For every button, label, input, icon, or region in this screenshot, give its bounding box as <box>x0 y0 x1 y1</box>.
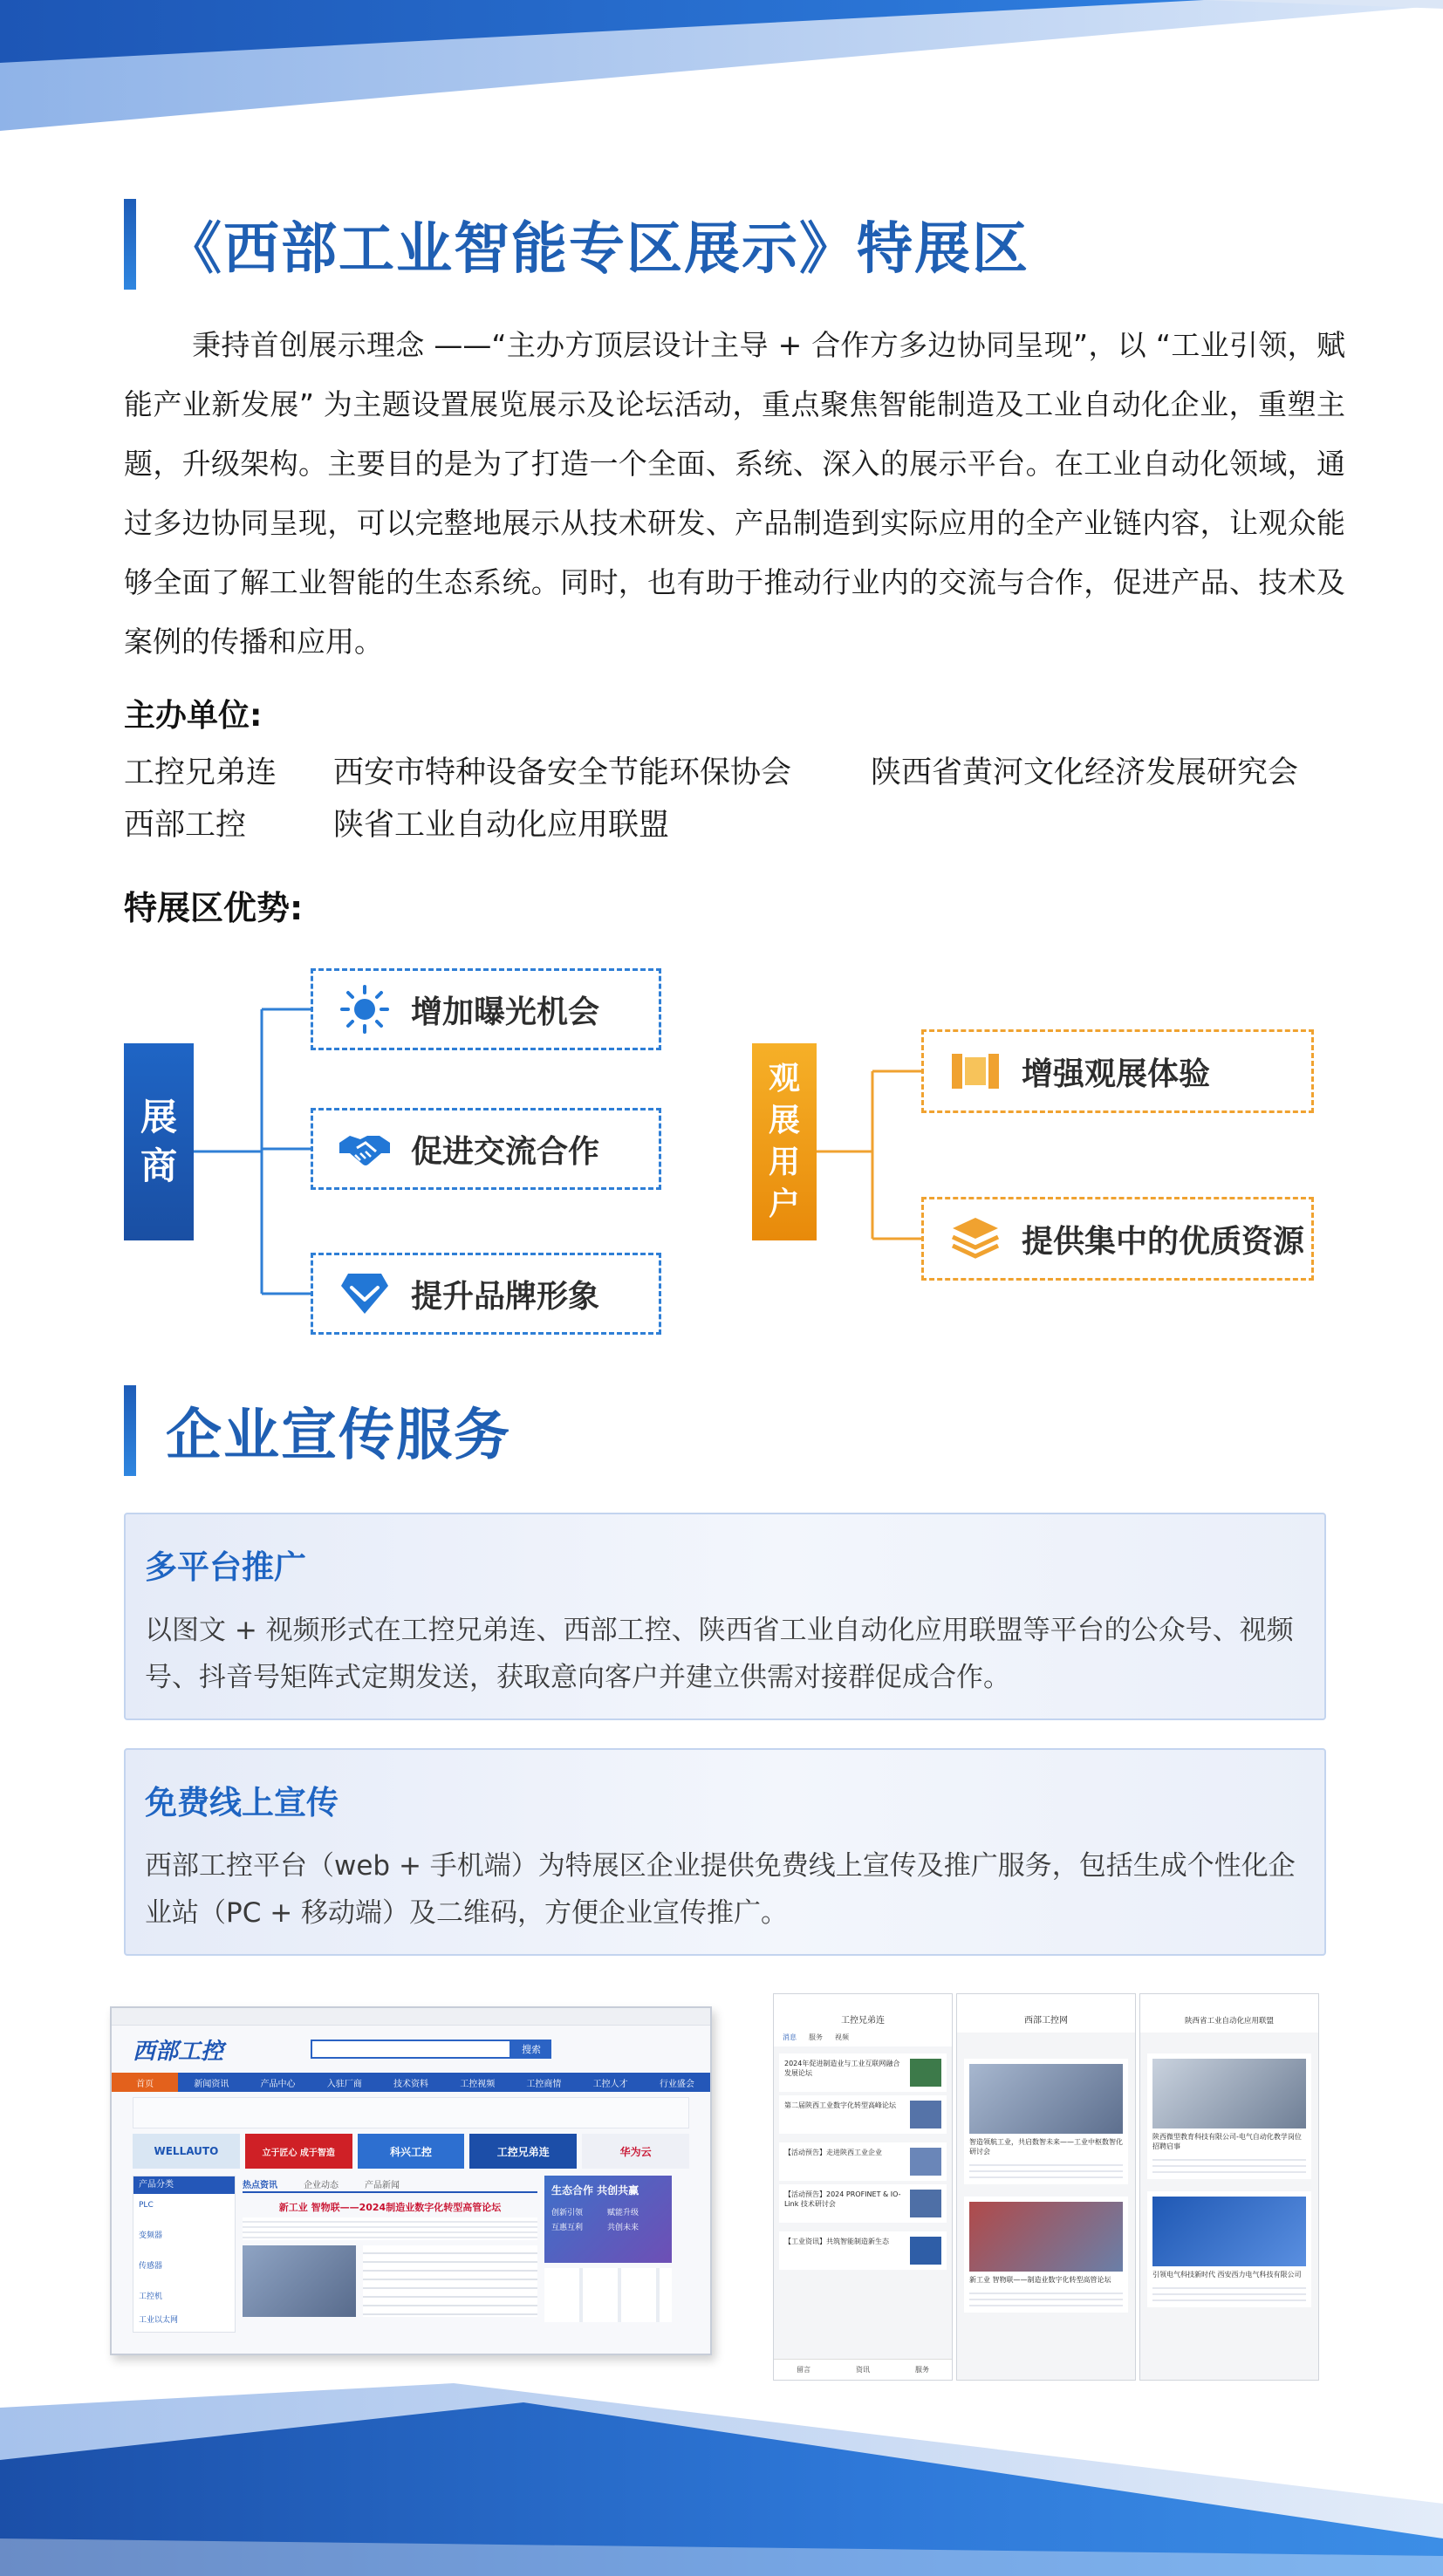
handshake-icon <box>338 1122 392 1176</box>
pc-link-strip <box>133 2097 689 2128</box>
phone-tab[interactable]: 消息 <box>783 2033 797 2041</box>
website-screenshot <box>110 2006 712 2355</box>
phone-article-photo <box>969 2064 1123 2134</box>
phone-menu-item[interactable]: 资讯 <box>856 2366 870 2374</box>
phone-tab[interactable]: 服务 <box>809 2033 823 2041</box>
pc-banner-tile[interactable]: 工控兄弟连 <box>469 2134 577 2169</box>
phone-article-card[interactable] <box>964 2059 1128 2184</box>
advantages-label: 特展区优势: <box>124 889 304 927</box>
pc-nav-item[interactable]: 工控商情 <box>526 2079 562 2089</box>
top-decorative-band <box>0 0 1443 131</box>
pc-promo-tag: 共创未来 <box>607 2224 639 2232</box>
advantage-label: 提升品牌形象 <box>411 1278 600 1315</box>
card-text: 西部工控平台（web + 手机端）为特展区企业提供免费线上宣传及推广服务，包括生成个性化企业站（PC + 移动端）及二维码，方便企业宣传推广。 <box>145 1850 1296 1929</box>
phone-article-card[interactable] <box>1147 2191 1311 2307</box>
title-accent-bar <box>124 199 136 290</box>
pc-news-list <box>363 2245 537 2317</box>
pc-tab[interactable]: 产品新闻 <box>365 2180 400 2190</box>
phone-article-card[interactable] <box>964 2197 1128 2313</box>
phone-list-item[interactable] <box>779 2142 947 2181</box>
pc-promo-tags <box>551 2206 665 2232</box>
phone-status-bar <box>1140 1994 1318 2010</box>
pc-news-photo <box>243 2245 356 2317</box>
pc-logo: 西部工控 <box>133 2038 224 2065</box>
card-multi-platform <box>124 1513 1326 1720</box>
organizer-name: 工控兄弟连 <box>124 755 277 790</box>
phone-item-thumb <box>910 2148 941 2176</box>
phone-item-thumb <box>910 2190 941 2217</box>
section-title-promotion <box>124 1385 511 1476</box>
phone-article-title: 引领电气科技新时代 西安西力电气科技有限公司 <box>1152 2271 1302 2279</box>
pc-promo-tag: 创新引领 <box>551 2209 584 2217</box>
card-free-online <box>124 1748 1326 1956</box>
book-icon <box>948 1044 1002 1098</box>
pc-header <box>112 2026 710 2073</box>
organizer-name: 陕省工业自动化应用联盟 <box>333 808 670 843</box>
phone-tab[interactable]: 视频 <box>835 2033 849 2041</box>
pc-tab[interactable]: 热点资讯 <box>243 2180 277 2190</box>
card-text: 以图文 + 视频形式在工控兄弟连、西部工控、陕西省工业自动化应用联盟等平台的公众号、视频号、抖音号矩阵式定期发送，获取意向客户并建立供需对接群促成合作。 <box>145 1615 1294 1693</box>
advantage-resources <box>921 1197 1314 1281</box>
layers-icon <box>948 1212 1002 1266</box>
phone-item-thumb <box>910 2101 941 2128</box>
pc-promo <box>544 2176 672 2333</box>
pc-search-button[interactable]: 搜索 <box>511 2040 551 2059</box>
phone-menu-item[interactable]: 留言 <box>797 2366 810 2374</box>
phone-article-lines <box>1152 2283 1306 2302</box>
phone-item-text: 【活动预告】2024 PROFINET & IO-Link 技术研讨会 <box>784 2190 901 2208</box>
phone-article-lines <box>969 2160 1123 2179</box>
visitor-char: 观 <box>768 1061 800 1097</box>
page-title: 《西部工业智能专区展示》特展区 <box>166 217 1029 282</box>
exhibitor-char: 商 <box>140 1145 177 1187</box>
pc-tabs <box>243 2176 537 2193</box>
phone-article-lines <box>1152 2155 1306 2174</box>
phone-menu-item[interactable]: 服务 <box>915 2366 929 2374</box>
pc-main <box>243 2176 537 2333</box>
visitor-char: 用 <box>768 1145 800 1180</box>
phone-article-photo <box>1152 2197 1306 2266</box>
phone-list-item[interactable] <box>779 2095 947 2134</box>
phone-article-photo <box>969 2202 1123 2272</box>
pc-promo-tag: 赋能升级 <box>607 2209 639 2217</box>
phone-article-title: 陕西微型教育科技有限公司-电气自动化教学岗位招聘启事 <box>1152 2133 1302 2150</box>
phone-article-lines <box>969 2288 1123 2307</box>
advantage-exposure <box>311 968 661 1050</box>
pc-headline[interactable]: 新工业 智物联——2024制造业数字化转型高管论坛 <box>278 2202 502 2213</box>
pc-tab[interactable]: 企业动态 <box>304 2180 339 2190</box>
organizers-row-2 <box>124 801 669 844</box>
pc-nav-item[interactable]: 首页 <box>112 2073 178 2092</box>
phone-list-item[interactable] <box>779 2053 947 2092</box>
sun-icon <box>338 982 392 1036</box>
phone-item-text: 2024年促进制造业与工业互联网融合发展论坛 <box>784 2060 900 2077</box>
pc-body <box>133 2176 689 2333</box>
phone-title: 工控兄弟连 <box>774 2010 952 2033</box>
pc-topbar <box>112 2008 710 2026</box>
section-heading: 企业宣传服务 <box>166 1404 511 1468</box>
phone-item-text: 【活动预告】走进陕西工业企业 <box>784 2149 882 2156</box>
organizer-name: 西部工控 <box>124 808 247 843</box>
phone-title: 西部工控网 <box>957 2010 1135 2033</box>
phone-list-item[interactable] <box>779 2184 947 2223</box>
phone-status-bar <box>774 1994 952 2010</box>
phone-list-item[interactable] <box>779 2231 947 2270</box>
visitor-box <box>752 1043 817 1240</box>
organizer-name: 西安市特种设备安全节能环保协会 <box>333 755 792 790</box>
pc-sidebar-item[interactable]: 工控机 <box>139 2292 163 2301</box>
phone-item-thumb <box>910 2237 941 2265</box>
advantage-connectors <box>0 942 1443 1361</box>
pc-sidebar-item[interactable]: 工业以太网 <box>139 2316 179 2325</box>
phone-title: 陕西省工业自动化应用联盟 <box>1140 2010 1318 2033</box>
pc-news-block <box>243 2245 537 2317</box>
card-title: 多平台推广 <box>145 1548 306 1586</box>
pc-sidebar-head: 产品分类 <box>133 2176 235 2194</box>
pc-banner-tile[interactable]: WELLAUTO <box>133 2134 240 2169</box>
phone-item-thumb <box>910 2059 941 2087</box>
advantage-label: 增加曝光机会 <box>411 994 600 1030</box>
phone-screenshot-1 <box>773 1993 953 2381</box>
visitor-char: 展 <box>768 1103 800 1138</box>
bottom-decorative-band <box>0 2373 1443 2576</box>
phone-article-title: 新工业 智物联——制造业数字化转型高管论坛 <box>969 2276 1111 2284</box>
pc-nav-item[interactable]: 新闻资讯 <box>194 2079 229 2089</box>
pc-promo-tag: 互惠互利 <box>551 2224 584 2232</box>
pc-partner-logos <box>544 2268 672 2322</box>
pc-sidebar-item[interactable]: 传感器 <box>139 2262 163 2271</box>
pc-sidebar <box>133 2176 236 2333</box>
pc-banner-tile[interactable]: 科兴工控 <box>358 2134 465 2169</box>
intro-paragraph: 秉持首创展示理念 ——“主办方顶层设计主导 + 合作方多边协同呈现”，以 “工业引领，赋能产业新发展” 为主题设置展览展示及论坛活动，重点聚焦智能制造及工业自动化企业，重塑主题，升级架构。主要目的是为了打造一个全面、系统、深入的展示平台。在工业自动化领域，通过多边协同呈现，可以完整地展示从技术研发、产品制造到实际应用的全产业链内容，让观众能够全面了解工业智能的生态系统。同时，也有助于推动行业内的交流与合作，促进产品、技术及案例的传播和应用。 <box>124 328 1345 659</box>
pc-nav-item[interactable]: 技术资料 <box>393 2079 428 2089</box>
pc-banner-tile[interactable]: 华为云 <box>582 2134 689 2169</box>
advantage-label: 促进交流合作 <box>411 1133 600 1170</box>
exhibitor-char: 展 <box>140 1096 177 1138</box>
visitor-char: 户 <box>768 1186 800 1222</box>
pc-nav-item[interactable]: 行业盛会 <box>659 2079 694 2089</box>
phone-screenshot-2 <box>956 1993 1136 2381</box>
diamond-icon <box>338 1267 392 1321</box>
section-title-exhibition <box>124 199 1029 290</box>
advantage-label: 增强观展体验 <box>1022 1056 1211 1092</box>
pc-banner-row <box>133 2134 689 2169</box>
organizers-label: 主办单位: <box>124 698 263 734</box>
phone-tabs <box>774 2033 952 2046</box>
pc-nav-item[interactable]: 入驻厂商 <box>326 2079 362 2089</box>
pc-promo-title: 生态合作 共创共赢 <box>551 2184 639 2197</box>
phone-status-bar <box>957 1994 1135 2010</box>
title-accent-bar <box>124 1385 136 1476</box>
advantage-experience <box>921 1029 1314 1113</box>
organizers-row-1 <box>124 748 1298 792</box>
pc-sidebar-item[interactable]: 变频器 <box>139 2231 163 2240</box>
pc-nav <box>112 2073 710 2092</box>
pc-search-input[interactable] <box>311 2040 511 2059</box>
phone-screenshot-3 <box>1139 1993 1319 2381</box>
advantage-label: 提供集中的优质资源 <box>1022 1223 1305 1260</box>
card-title: 免费线上宣传 <box>145 1784 339 1821</box>
pc-nav-item[interactable]: 工控人才 <box>592 2079 628 2089</box>
pc-news-lines <box>243 2217 537 2240</box>
phone-article-title: 智造领航工业，共启数智未来——工业中枢数智化研讨会 <box>969 2138 1123 2156</box>
advantage-exchange <box>311 1108 661 1190</box>
exhibitor-box <box>124 1043 194 1240</box>
pc-banner-tile[interactable]: 立于匠心 成于智造 <box>245 2134 352 2169</box>
phone-item-text: 第二届陕西工业数字化转型高峰论坛 <box>784 2101 896 2109</box>
organizer-name: 陕西省黄河文化经济发展研究会 <box>871 755 1299 790</box>
phone-article-card[interactable] <box>1147 2053 1311 2179</box>
phone-item-text: 【工业资讯】共筑智能制造新生态 <box>784 2238 889 2245</box>
pc-nav-item[interactable]: 工控视频 <box>460 2079 496 2089</box>
pc-promo-banner[interactable] <box>544 2176 672 2263</box>
pc-nav-item[interactable]: 产品中心 <box>260 2079 296 2089</box>
pc-sidebar-item[interactable]: PLC <box>139 2201 154 2210</box>
advantage-brand <box>311 1253 661 1335</box>
phone-article-photo <box>1152 2059 1306 2128</box>
